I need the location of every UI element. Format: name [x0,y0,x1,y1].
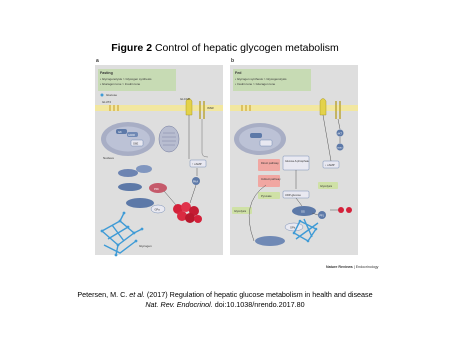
direct-pathway-box [258,159,280,171]
panel-a-state: Fasting [100,71,113,75]
panel-b-letter: b [231,58,235,64]
citation-line-1: Petersen, M. C. et al. (2017) Regulation of hepatic glucose metabolism in health and disease [77,290,373,299]
svg-text:Pyruvate: Pyruvate [261,195,272,198]
svg-text:Indirect pathway: Indirect pathway [261,178,281,181]
svg-text:Direct pathway: Direct pathway [261,162,279,165]
panel-b-legend-1: • Glycogen synthesis > Glycogenolysis [235,77,287,81]
panel-b-red-enzyme [338,207,344,213]
svg-text:PhK: PhK [154,188,159,191]
publisher-credit: Nature Reviews | Endocrinology [326,265,379,269]
gk-cytosol-node [118,169,138,177]
panel-b-membrane [230,105,358,111]
svg-text:PP1: PP1 [319,215,324,218]
gys2-node [126,198,154,208]
glucose-molecule [101,94,104,97]
label-insr: INSR [207,106,214,110]
svg-text:AKT: AKT [337,133,342,136]
svg-text:GSK3: GSK3 [337,147,343,150]
svg-text:Glucose-6-phosphate: Glucose-6-phosphate [285,160,309,163]
svg-text:GPb: GPb [290,226,296,230]
figure-caption: Control of hepatic glycogen metabolism [152,42,339,54]
svg-text:GS: GS [301,210,305,214]
figure-title [0,42,450,54]
svg-text:GK: GK [118,131,122,134]
g6p-node [136,165,152,173]
label-glucose: Glucose [106,93,118,97]
svg-text:GPa: GPa [154,208,160,212]
svg-text:Glycolysis: Glycolysis [320,185,333,188]
figure-number: Figure 2 [111,42,153,54]
svg-text:G6E: G6E [133,142,139,146]
panel-b-gys2-node [255,236,285,246]
citation-line-2: Nat. Rev. Endocrinol. doi:10.1038/nrendo.2017.80 [145,299,305,309]
label-glycogen: Glycogen [139,244,152,248]
citation [0,290,450,309]
panel-b [230,58,358,255]
panel-a-legend-2: • Glucagon tone > Insulin tone [100,82,141,86]
hepatic-glycogen-diagram [90,58,379,276]
svg-text:PKA: PKA [193,180,199,184]
label-nucleus: Nucleus [103,156,114,160]
er-compartment [159,126,179,152]
gs-node [118,183,142,191]
svg-text:UDP-glucose: UDP-glucose [285,194,301,197]
indirect-pathway-box [258,175,280,187]
panel-b-state: Fed [235,71,242,75]
panel-b-legend-2: • Insulin tone > Glucagon tone [235,82,276,86]
svg-text:↓ cAMP: ↓ cAMP [325,163,335,167]
panel-a-legend-1: • Glycogenolysis > Glycogen synthesis [100,77,152,81]
svg-text:↑ cAMP: ↑ cAMP [192,162,202,166]
panel-a [95,58,223,256]
svg-text:Glycolysis: Glycolysis [234,210,247,213]
svg-text:GCKR: GCKR [128,134,135,137]
label-glcgr: GLCGR [180,97,190,101]
label-glut2: GLUT2 [102,100,112,104]
panel-a-letter: a [96,58,99,64]
glucose6p-box [283,156,309,170]
